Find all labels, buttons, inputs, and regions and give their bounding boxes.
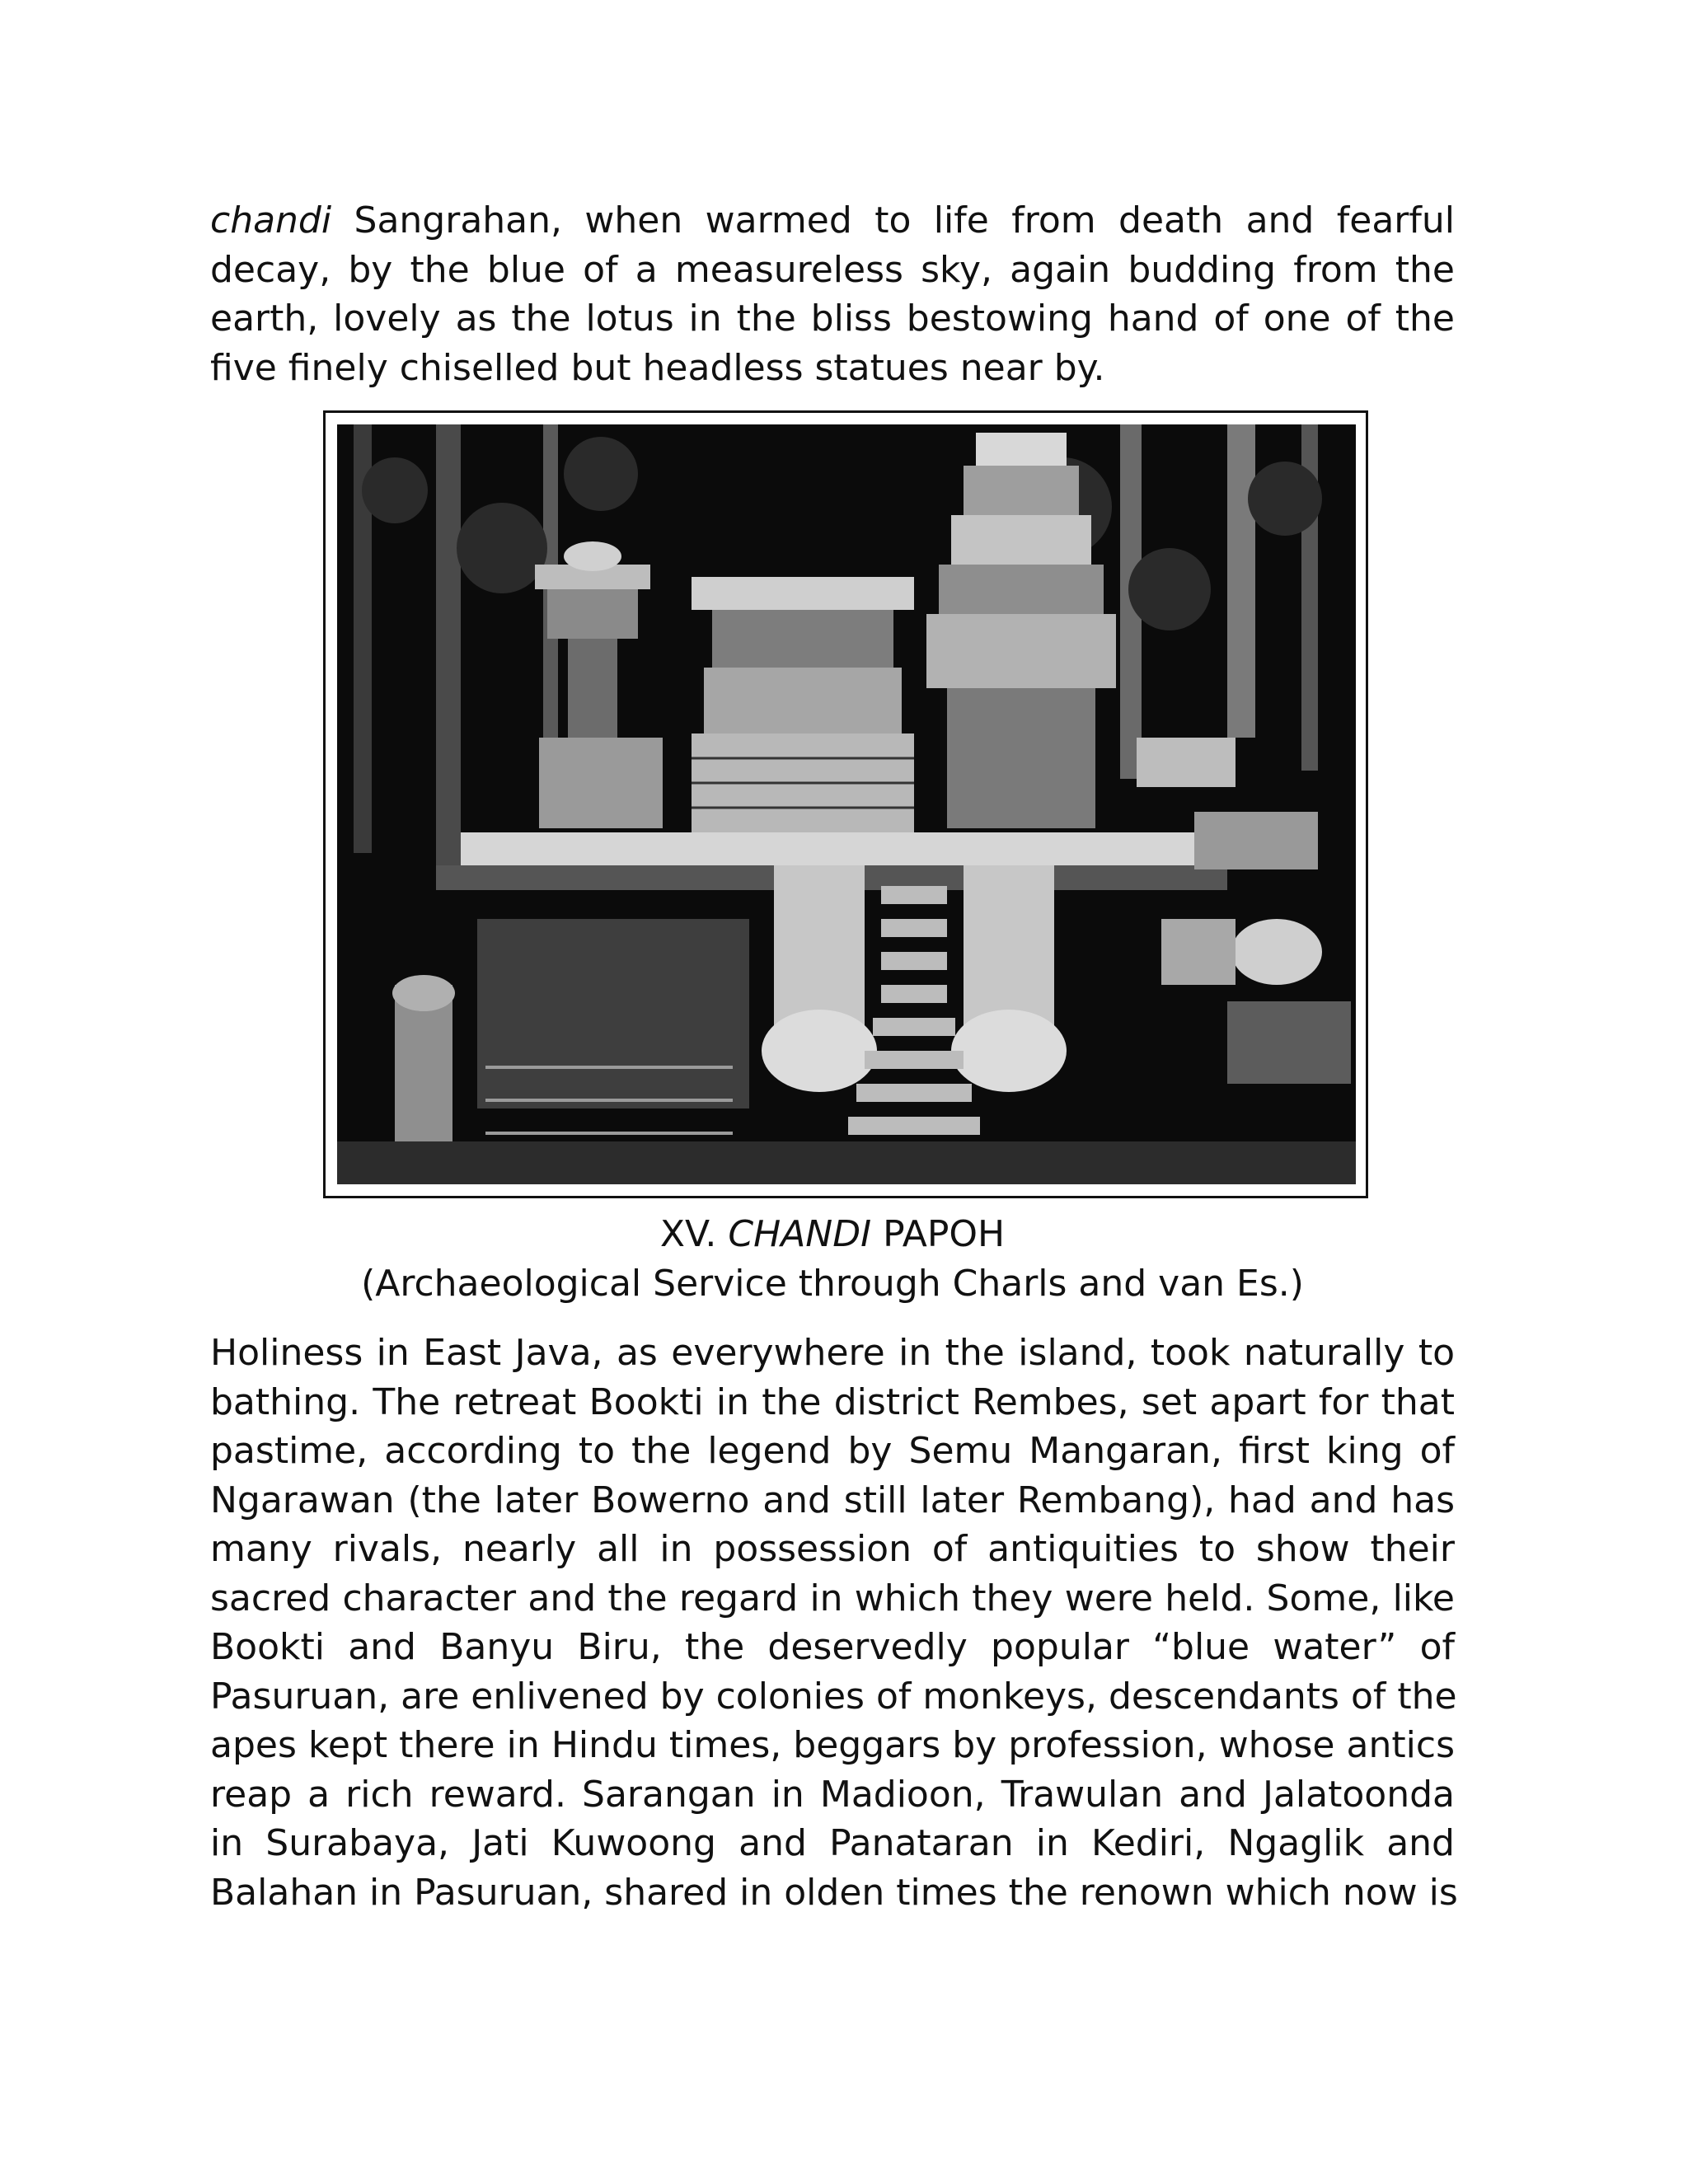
paragraph-2-line: sacred character and the regard in which they were held. Some, like [210, 1577, 1455, 1619]
paragraph-2-line: Bookti and Banyu Biru, the deservedly popular “blue water” of [210, 1626, 1455, 1668]
caption-suffix: PAPOH [871, 1213, 1006, 1255]
caption-prefix: XV. [659, 1213, 729, 1255]
figure-caption [210, 1210, 1455, 1259]
temple-photograph [337, 424, 1356, 1184]
paragraph-1-line-1 [210, 196, 1455, 246]
paragraph-2 [210, 1329, 1458, 1917]
paragraph-1-line-1-text: Sangrahan, when warmed to life from death and fearful [331, 199, 1455, 241]
paragraph-1-line-4: five finely chiselled but headless statues near by. [210, 346, 1105, 389]
figure-frame [323, 410, 1368, 1198]
paragraph-2-line: reap a rich reward. Sarangan in Madioon, Trawulan and Jalatoonda [210, 1773, 1455, 1816]
paragraph-2-line: pastime, according to the legend by Semu Mangaran, first king of [210, 1430, 1455, 1472]
paragraph-1-line-2: decay, by the blue of a measureless sky, again budding from the [210, 248, 1455, 291]
paragraph-1 [210, 196, 1455, 392]
paragraph-2-line: Holiness in East Java, as everywhere in the island, took naturally to [210, 1332, 1455, 1374]
paragraph-2-line: many rivals, nearly all in possession of antiquities to show their [210, 1528, 1455, 1570]
paragraph-2-line: Balahan in Pasuruan, shared in olden times the renown which now is [210, 1871, 1458, 1914]
paragraph-2-line: apes kept there in Hindu times, beggars by profession, whose antics [210, 1724, 1455, 1766]
figure-credit: (Archaeological Service through Charls and van Es.) [361, 1263, 1304, 1305]
paragraph-2-line: bathing. The retreat Bookti in the district Rembes, set apart for that [210, 1380, 1455, 1423]
paragraph-2-line: in Surabaya, Jati Kuwoong and Panataran in Kediri, Ngaglik and [210, 1822, 1455, 1864]
chandi-italic: chandi [210, 199, 332, 241]
paragraph-2-line: Pasuruan, are enlivened by colonies of monkeys, descendants of the [210, 1675, 1457, 1718]
caption-italic: CHANDI [728, 1213, 872, 1255]
temple-ruins-illustration [337, 424, 1356, 1184]
paragraph-2-line: Ngarawan (the later Bowerno and still later Rembang), had and has [210, 1479, 1455, 1521]
paragraph-1-line-3: earth, lovely as the lotus in the bliss bestowing hand of one of the [210, 298, 1455, 340]
